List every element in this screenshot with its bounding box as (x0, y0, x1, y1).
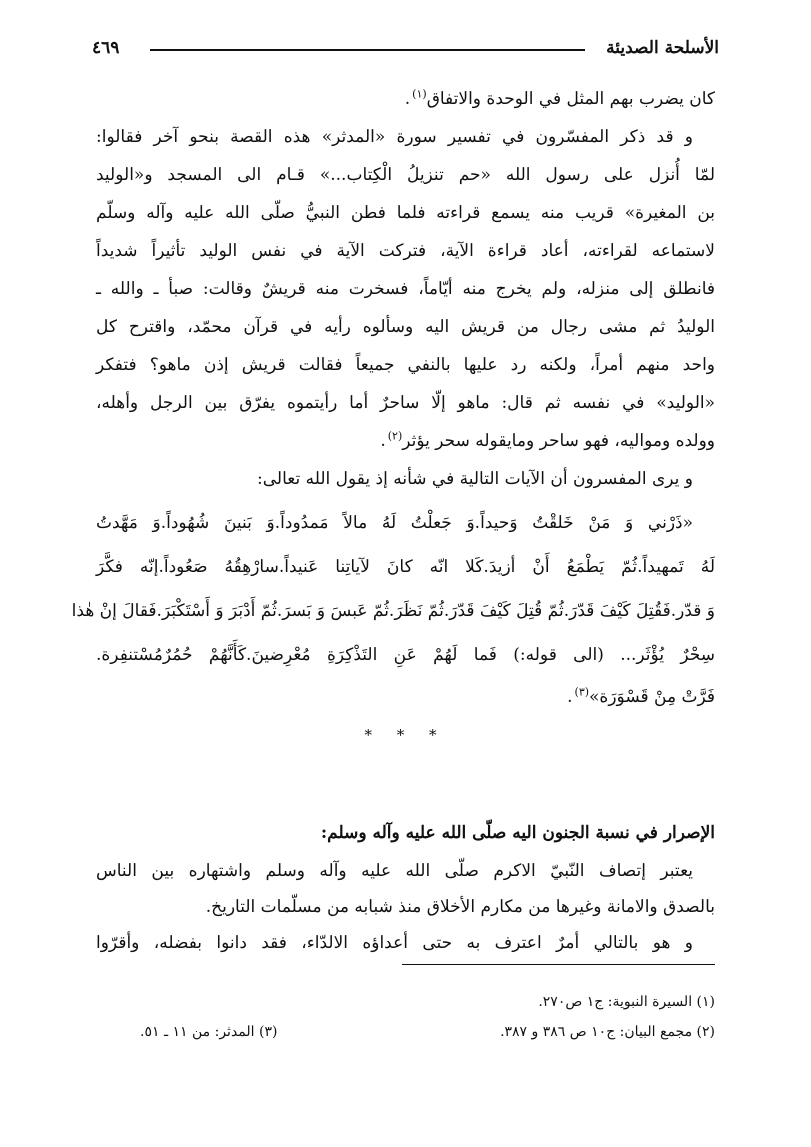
body-line-5: لاستماعه لقراءته، أعاد قراءة الآية، فتركت الآية في نفس الوليد تأثيراً شديداً (96, 241, 715, 261)
body-line-11: و يرى المفسرون أن الآيات التالية في شأنه إذ يقول الله تعالى: (257, 469, 693, 489)
footnote-ref-2: (٢) (387, 429, 403, 443)
running-title: الأسلحة الصديئة (606, 38, 719, 58)
section-divider-stars: * * * (364, 726, 447, 744)
body-line-1: كان يضرب بهم المثل في الوحدة والاتفاق$^{(١)}$. (404, 87, 715, 109)
section-line-3: و هو بالتالي أمرٌ اعترف به حتى أعداؤه الالدّاء، فقد دانوا بفضله، وأقرّوا (96, 933, 693, 953)
quran-quote-line-3: وَ قدّر.فَقُتِلَ كَيْفَ قَدّرَ.ثُمّ قُتِلَ كَيْفَ قَدّرَ.ثُمّ نَظَرَ.ثُمّ عَبسَ وَ بَسرَ.ثُمّ أَدْبَرَ وَ أَسْتَكْبَرَ.فَقالَ إنْ هٰذا (71, 601, 715, 621)
quran-quote-line-5: فَرَّتْ مِنْ قَسْوَرَة»$^{(٣)}$. (567, 685, 715, 707)
body-line-6: فانطلق إلى منزله، ولم يخرج منه أيّاماً، فسخرت منه قريشٌ وقالت: صبأ ـ والله ـ (96, 279, 715, 299)
body-line-9: «الوليد» في نفسه ثم قال: ماهو إلّا ساحرٌ أما رأيتموه يفرّق بين الرجل وأهله، (96, 393, 715, 413)
section-line-1: يعتبر إتصاف النّبيّ الاكرم صلّى الله عليه وآله وسلم واشتهاره بين الناس (96, 861, 693, 881)
section-line-2: بالصدق والامانة وغيرها من مكارم الأخلاق منذ شبابه من مسلّمات التاريخ. (205, 897, 715, 917)
footnote-3: (٣) المدثر: من ١١ ـ ٥١. (140, 1024, 278, 1040)
quran-quote-line-1: «ذَرْني وَ مَنْ خَلقْتُ وَحيداً.وَ جَعلْتُ لَهُ مالاً مَمدُوداً.وَ بَنينَ شُهُوداً.وَ مَهَّدتُ (96, 513, 693, 533)
body-line-3: لمّا أُنزل على رسول الله «حم تنزيلُ الْكِتاب...» قـام الى المسجد و«الوليد (96, 165, 715, 185)
footnote-1: (١) السيرة النبوية: ج١ ص٢٧٠. (538, 994, 715, 1010)
body-line-8: واحد منهم أمراً، ولكنه رد عليها بالنفي جميعاً فقالت قريش إذن ماهو؟ فتفكر (96, 355, 715, 375)
quran-quote-line-2: لَهُ تَمهيداً.ثُمّ يَطْمَعُ أَنْ أزيدَ.كَلا انّه كانَ لآياتِنا عَنيداً.سارْهِقُهُ صَعُوداً.إنّه فكَّرَ (96, 557, 715, 577)
body-line-7: الوليدُ ثم مشى رجال من قريش اليه وسألوه رأيه في قرآن محمّد، واقترح كل (96, 317, 715, 337)
section-heading: الإصرار في نسبة الجنون اليه صلّى الله عليه وآله وسلم: (320, 823, 715, 843)
body-line-10: وولده ومواليه، فهو ساحر ومايقوله سحر يؤثر$^{(٢)}$. (380, 429, 715, 451)
footnote-ref-3: (٣) (574, 685, 590, 699)
footnote-2: (٢) مجمع البيان: ج١٠ ص ٣٨٦ و ٣٨٧. (500, 1024, 715, 1040)
body-line-2: و قد ذكر المفسّرون في تفسير سورة «المدثر» هذه القصة بنحو آخر فقالوا: (96, 127, 693, 147)
quran-quote-line-4: سِحْرٌ يُؤْثَر... (الى قوله:) فَما لَهُمْ عَنِ التَذْكِرَةِ مُعْرِضينَ.كَأَنَّهُمْ حُمُرٌمُسْتنفِرة. (96, 645, 715, 665)
footnote-ref-1: (١) (412, 87, 427, 101)
page-number: ٤٦٩ (92, 38, 120, 58)
body-line-4: بن المغيرة» قريب منه يسمع قراءته فلما فطن النبيُّ صلّى الله عليه وآله وسلّم (96, 203, 715, 223)
running-header (92, 36, 719, 60)
header-rule (150, 49, 585, 51)
footnote-rule (402, 964, 715, 965)
